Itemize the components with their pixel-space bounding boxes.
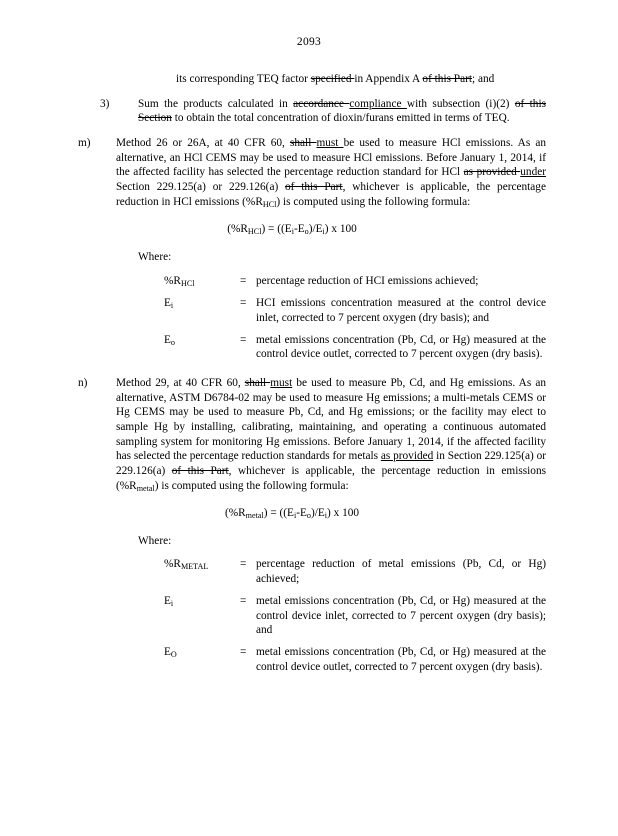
definition-term bbox=[164, 594, 240, 638]
itemn-text-c: in Section 229.125(a) or 229.126(a) bbox=[116, 450, 546, 477]
definition-row bbox=[164, 594, 546, 638]
definition-equals: = bbox=[240, 297, 247, 310]
definition-term-text: %R bbox=[164, 558, 181, 571]
item3-text-a: Sum the products calculated in bbox=[138, 97, 294, 110]
definition-term bbox=[164, 645, 240, 674]
itemn-added-b: as provided bbox=[380, 450, 434, 463]
formula-hcl-sub1: HCl bbox=[247, 227, 262, 237]
formula-hcl-sub3: o bbox=[304, 227, 309, 237]
itemm-struck-b: as provided bbox=[463, 166, 521, 179]
list-item-m-body bbox=[116, 136, 546, 210]
definition-term-sub: HCl bbox=[180, 278, 195, 288]
formula-metal-p1: (%R bbox=[224, 507, 246, 520]
definition-term-text: E bbox=[164, 594, 171, 607]
itemn-struck-c: of this Part bbox=[171, 464, 229, 477]
formula-metal-p2: ) = ((E bbox=[263, 507, 294, 520]
formula-hcl-p5: ) x 100 bbox=[324, 223, 357, 236]
continuation-text-2: in Appendix A bbox=[354, 73, 423, 85]
itemm-struck-a: shall bbox=[290, 137, 317, 150]
list-item-n-body bbox=[116, 376, 546, 494]
formula-metal bbox=[78, 506, 546, 522]
definition-description: percentage reduction of HCI emissions achieved; bbox=[256, 274, 479, 287]
formula-metal-sub2: i bbox=[293, 511, 297, 521]
definition-list-m bbox=[78, 274, 546, 362]
definition-equals: = bbox=[240, 333, 247, 346]
continuation-text-1: its corresponding TEQ factor bbox=[176, 73, 311, 85]
list-item-m-label: m) bbox=[78, 137, 91, 150]
definition-term-sub: METAL bbox=[180, 562, 209, 572]
definition-row bbox=[164, 645, 546, 674]
where-label-n: Where: bbox=[138, 534, 172, 547]
list-item-3-label: 3) bbox=[100, 97, 110, 110]
document-body bbox=[0, 72, 618, 674]
item3-struck-b: of this Section bbox=[138, 97, 546, 125]
formula-hcl-p3: -E bbox=[293, 223, 305, 236]
itemm-sub-d: HCl bbox=[262, 199, 277, 209]
itemm-added-b: under bbox=[520, 166, 546, 179]
definition-description: metal emissions concentration (Pb, Cd, or Hg) measured at the control device inlet, corrected to 7 percent oxygen (dry basis); and bbox=[256, 594, 546, 637]
continuation-struck-1: specified bbox=[310, 73, 355, 85]
continuation-struck-2: of this Part bbox=[422, 73, 473, 85]
item3-text-c: to obtain the total concentration of dioxin/furans emitted in terms of TEQ. bbox=[171, 112, 510, 125]
definition-row bbox=[164, 333, 546, 362]
document-page bbox=[0, 36, 618, 836]
list-item-n bbox=[78, 376, 546, 494]
formula-hcl-p4: )/E bbox=[308, 223, 323, 236]
formula-hcl-p1: (%R bbox=[227, 223, 248, 236]
itemm-struck-c: of this Part bbox=[285, 181, 343, 194]
itemn-added-a: must bbox=[270, 376, 293, 389]
itemm-text-c: Section 229.125(a) or 229.126(a) bbox=[116, 181, 286, 194]
definition-term bbox=[164, 274, 240, 290]
itemn-sub-d: metal bbox=[136, 483, 155, 493]
definition-term-sub: O bbox=[170, 649, 177, 659]
formula-hcl-sub4: i bbox=[322, 227, 325, 237]
itemm-added-a: must bbox=[316, 137, 344, 150]
formula-hcl-sub2: i bbox=[291, 227, 294, 237]
definition-term-text: E bbox=[164, 297, 171, 310]
item3-text-b: with subsection (i)(2) bbox=[406, 97, 515, 110]
definition-equals: = bbox=[240, 594, 247, 607]
itemm-text-e: ) is computed using the following formula: bbox=[276, 195, 471, 208]
continuation-text-3: ; and bbox=[472, 73, 495, 85]
itemn-text-b: be used to measure Pb, Cd, and Hg emissions. As an alternative, ASTM D6784-02 may be used to measure Hg emissions; a multi-metals CEMS or Hg CEMS may be used to measure Pb, Cd, and Hg emissions; or the facility may elect to sample Hg by installing, calibrating, maintaining, and operating a continuous automated sampling system for monitoring Hg emissions. Before January 1, 2014, if the affected facility has selected the percentage reduction standards for metals bbox=[116, 376, 546, 463]
list-item-m bbox=[78, 136, 546, 210]
page-number: 2093 bbox=[296, 36, 322, 48]
definition-description: percentage reduction of metal emissions (Pb, Cd, or Hg) achieved; bbox=[256, 558, 546, 586]
itemm-text-a: Method 26 or 26A, at 40 CFR 60, bbox=[116, 137, 290, 150]
definition-row bbox=[164, 296, 546, 325]
list-item-3-body bbox=[138, 97, 546, 126]
itemn-text-d: , whichever is applicable, the percentage reduction in emissions (%R bbox=[116, 464, 546, 492]
formula-metal-sub1: metal bbox=[245, 511, 264, 521]
definition-term bbox=[164, 557, 240, 586]
list-item-3 bbox=[78, 97, 546, 126]
item3-added-a: compliance bbox=[349, 97, 407, 110]
definition-equals: = bbox=[240, 645, 247, 658]
itemm-text-b: be used to measure HCl emissions. As an alternative, an HCl CEMS may be used to measure HCl emissions. Before January 1, 2014, if the affected facility has selected the percentage reduction standard for HCl bbox=[116, 137, 546, 179]
definition-term-text: %R bbox=[164, 274, 181, 287]
formula-metal-sub3: o bbox=[306, 511, 311, 521]
itemn-text-a: Method 29, at 40 CFR 60, bbox=[116, 376, 245, 389]
definition-term-text: E bbox=[164, 333, 171, 346]
formula-hcl-p2: ) = ((E bbox=[261, 223, 292, 236]
formula-metal-p5: ) x 100 bbox=[327, 507, 360, 520]
formula-metal-p4: )/E bbox=[310, 507, 325, 520]
definition-term bbox=[164, 296, 240, 325]
definition-term-sub: i bbox=[170, 301, 174, 311]
definition-equals: = bbox=[240, 558, 247, 571]
formula-hcl bbox=[78, 222, 546, 238]
definition-term-sub: o bbox=[170, 337, 175, 347]
itemm-text-d: , whichever is applicable, the percentage reduction in HCl emissions (%R bbox=[116, 181, 546, 208]
list-item-n-label: n) bbox=[78, 376, 88, 389]
definition-list-n bbox=[78, 557, 546, 674]
definition-description: metal emissions concentration (Pb, Cd, or Hg) measured at the control device outlet, corrected to 7 percent oxygen (dry basis). bbox=[256, 645, 546, 673]
formula-metal-sub4: i bbox=[324, 511, 328, 521]
definition-row bbox=[164, 557, 546, 586]
where-label-m: Where: bbox=[138, 250, 172, 263]
definition-row bbox=[164, 274, 546, 290]
definition-term bbox=[164, 333, 240, 362]
definition-term-sub: i bbox=[170, 598, 174, 608]
definition-term-text: E bbox=[164, 645, 171, 658]
definition-equals: = bbox=[240, 274, 247, 287]
definition-description: HCI emissions concentration measured at the control device inlet, corrected to 7 percent oxygen (dry basis); and bbox=[256, 297, 546, 324]
formula-metal-p3: -E bbox=[296, 507, 307, 520]
itemn-text-e: ) is computed using the following formula: bbox=[154, 479, 349, 492]
definition-description: metal emissions concentration (Pb, Cd, or Hg) measured at the control device outlet, corrected to 7 percent oxygen (dry basis). bbox=[256, 333, 546, 361]
continuation-line bbox=[78, 72, 546, 87]
itemn-struck-a: shall bbox=[244, 376, 271, 389]
item3-struck-a: accordance bbox=[293, 97, 350, 110]
